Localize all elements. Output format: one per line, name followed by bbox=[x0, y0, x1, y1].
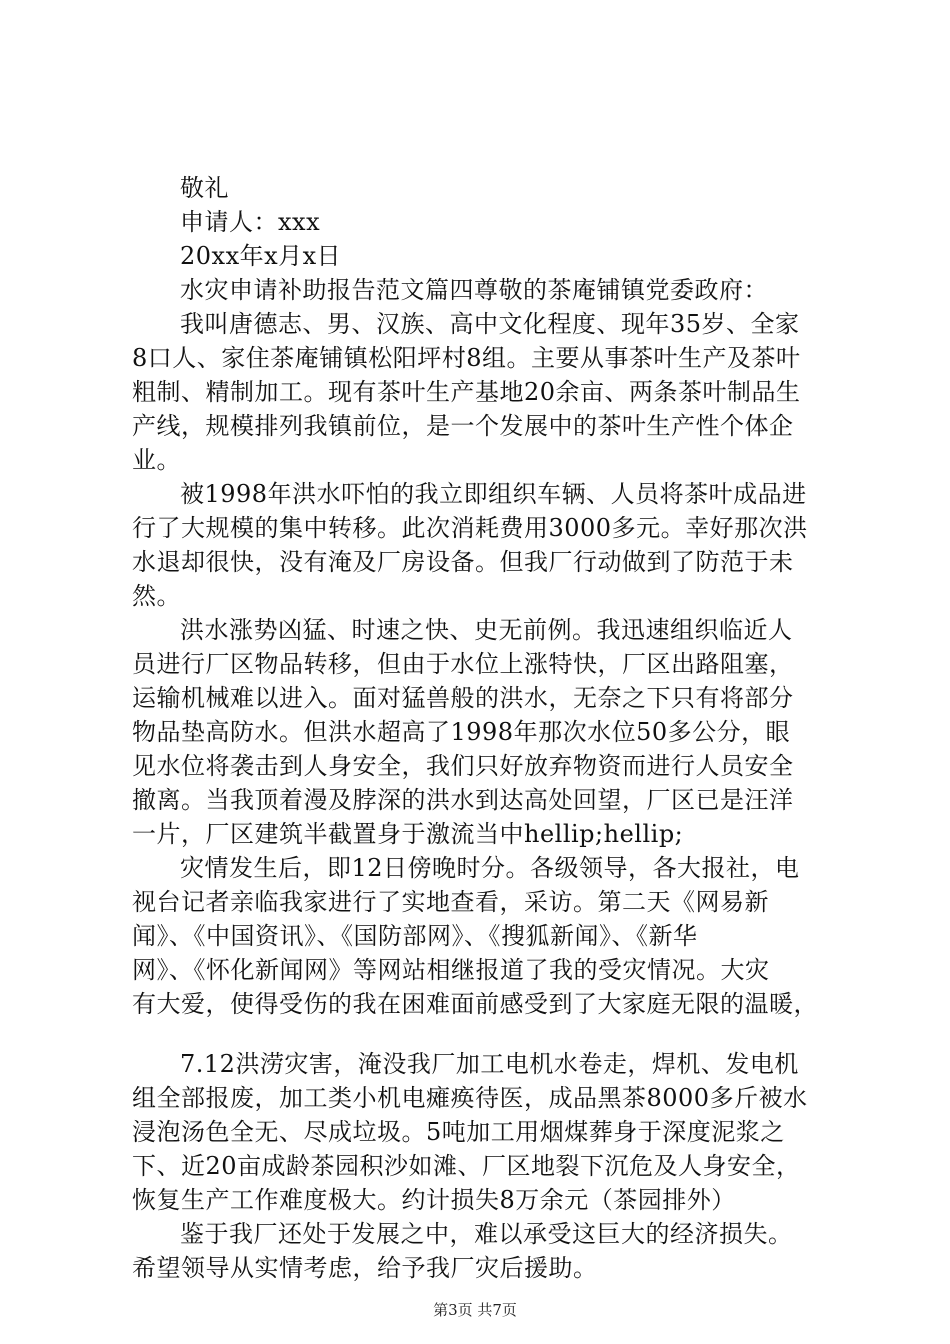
applicant-line: 申请人：xxx bbox=[180, 208, 321, 236]
paragraph-line: 洪水涨势凶猛、时速之快、史无前例。我迅速组织临近人 bbox=[180, 616, 793, 644]
paragraph-line: 浸泡汤色全无、尽成垃圾。5吨加工用烟煤葬身于深度泥浆之 bbox=[132, 1118, 785, 1146]
paragraph-line: 闻》、《中国资讯》、《国防部网》、《搜狐新闻》、《新华 bbox=[132, 922, 698, 950]
paragraph-line: 组全部报废，加工类小机电瘫痪待医，成品黑茶8000多斤被水 bbox=[132, 1084, 808, 1112]
paragraph-line: 下、近20亩成龄茶园积沙如滩、厂区地裂下沉危及人身安全， bbox=[132, 1152, 801, 1180]
paragraph-line: 7.12洪涝灾害，淹没我厂加工电机水卷走，焊机、发电机 bbox=[180, 1050, 799, 1078]
paragraph-line: 网》、《怀化新闻网》等网站相继报道了我的受灾情况。大灾 bbox=[132, 956, 770, 984]
paragraph-line: 物品垫高防水。但洪水超高了1998年那次水位50多公分，眼 bbox=[132, 718, 791, 746]
paragraph-line: 有大爱，使得受伤的我在困难面前感受到了大家庭无限的温暖， bbox=[132, 990, 818, 1018]
paragraph-line: 产线，规模排列我镇前位，是一个发展中的茶叶生产性个体企 bbox=[132, 412, 794, 440]
page-number-footer: 第3页 共7页 bbox=[433, 1301, 517, 1319]
paragraph-line: 运输机械难以进入。面对猛兽般的洪水，无奈之下只有将部分 bbox=[132, 684, 794, 712]
paragraph-line: 8口人、家住茶庵铺镇松阳坪村8组。主要从事茶叶生产及茶叶 bbox=[132, 344, 801, 372]
paragraph-line: 员进行厂区物品转移，但由于水位上涨特快，厂区出路阻塞， bbox=[132, 650, 794, 678]
paragraph-line: 恢复生产工作难度极大。约计损失8万余元（茶园排外） bbox=[132, 1186, 736, 1214]
paragraph-line: 视台记者亲临我家进行了实地查看，采访。第二天《网易新 bbox=[132, 888, 769, 916]
paragraph-line: 行了大规模的集中转移。此次消耗费用3000多元。幸好那次洪 bbox=[132, 514, 808, 542]
paragraph-line: 撤离。当我顶着漫及脖深的洪水到达高处回望，厂区已是汪洋 bbox=[132, 786, 794, 814]
paragraph-line: 水退却很快，没有淹及厂房设备。但我厂行动做到了防范于未 bbox=[132, 548, 794, 576]
paragraph-line: 一片，厂区建筑半截置身于激流当中hellip;hellip; bbox=[132, 820, 684, 848]
paragraph-line: 粗制、精制加工。现有茶叶生产基地20余亩、两条茶叶制品生 bbox=[132, 378, 801, 406]
document-title-line: 水灾申请补助报告范文篇四尊敬的茶庵铺镇党委政府： bbox=[180, 276, 768, 304]
paragraph-line: 然。 bbox=[132, 582, 181, 610]
paragraph-line: 鉴于我厂还处于发展之中，难以承受这巨大的经济损失。 bbox=[180, 1220, 793, 1248]
paragraph-line: 希望领导从实情考虑，给予我厂灾后援助。 bbox=[132, 1254, 598, 1282]
paragraph-line: 被1998年洪水吓怕的我立即组织车辆、人员将茶叶成品进 bbox=[180, 480, 807, 508]
paragraph-line: 我叫唐德志、男、汉族、高中文化程度、现年35岁、全家 bbox=[180, 310, 800, 338]
paragraph-line: 见水位将袭击到人身安全，我们只好放弃物资而进行人员安全 bbox=[132, 752, 794, 780]
paragraph-line: 灾情发生后，即12日傍晚时分。各级领导，各大报社，电 bbox=[180, 854, 800, 882]
closing-salutation: 敬礼 bbox=[180, 174, 229, 202]
paragraph-line: 业。 bbox=[132, 446, 181, 474]
date-line: 20xx年x月x日 bbox=[180, 242, 342, 270]
